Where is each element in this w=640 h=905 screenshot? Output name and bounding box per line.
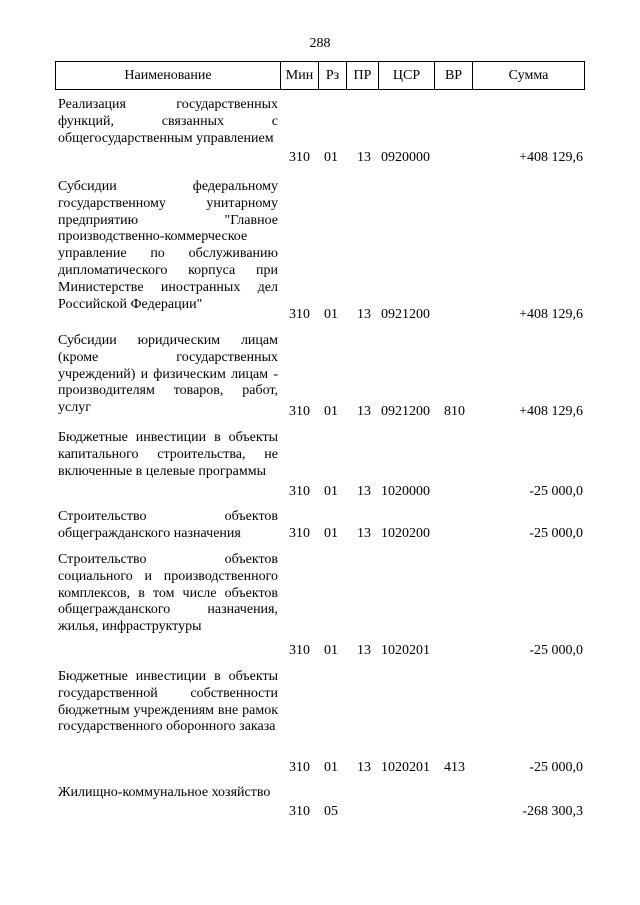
row-min: 310: [289, 804, 310, 820]
header-sum: Сумма: [508, 68, 549, 83]
header-name: Наименование: [56, 62, 281, 89]
row-sum: -25 000,0: [529, 643, 583, 659]
row-min: 310: [289, 526, 310, 542]
row-rz: 01: [324, 307, 338, 323]
table-row: [55, 552, 585, 660]
row-min: 310: [289, 307, 310, 323]
row-csr: 1020200: [381, 526, 430, 542]
row-csr: 0920000: [381, 150, 430, 166]
row-rz: 01: [324, 484, 338, 500]
row-min: 310: [289, 150, 310, 166]
header-vr: ВР: [435, 62, 473, 89]
row-min: 310: [289, 760, 310, 776]
row-rz: 01: [324, 760, 338, 776]
row-sum: -25 000,0: [529, 484, 583, 500]
row-name: Реализация государственных функций, связанных с общегосударственным управлением: [58, 97, 278, 146]
row-name: Жилищно-коммунальное хозяйство: [58, 785, 271, 800]
row-vr: 413: [444, 760, 465, 776]
row-csr: 0921200: [381, 307, 430, 323]
row-pr: 13: [357, 484, 371, 500]
row-sum: +408 129,6: [519, 150, 583, 166]
row-name: Строительство объектов общегражданского назначения: [58, 509, 278, 541]
header-min: Мин: [281, 62, 319, 89]
header-rz: Рз: [319, 62, 347, 89]
header-csr: ЦСР: [379, 62, 435, 89]
row-min: 310: [289, 404, 310, 420]
row-min: 310: [289, 643, 310, 659]
row-rz: 01: [324, 404, 338, 420]
row-pr: 13: [357, 404, 371, 420]
row-name: Субсидии юридическим лицам (кроме государственных учреждений) и физическим лицам - производителям товаров, работ, услуг: [58, 333, 278, 416]
row-sum: -25 000,0: [529, 526, 583, 542]
header-pr: ПР: [347, 62, 379, 89]
table-row: [55, 179, 585, 324]
table-row: [55, 97, 585, 167]
row-name: Субсидии федеральному государственному унитарному предприятию "Главное производственно-коммерческое управление по обслуживанию дипломатического корпуса при Министерстве иностранных дел Российской Федерации": [58, 179, 278, 312]
table-header: [55, 61, 585, 90]
row-pr: 13: [357, 643, 371, 659]
row-pr: 13: [357, 307, 371, 323]
row-sum: +408 129,6: [519, 307, 583, 323]
table-row: [55, 430, 585, 501]
table-row: [55, 509, 585, 543]
table-row: [55, 669, 585, 777]
row-sum: -268 300,3: [522, 804, 583, 820]
row-csr: 1020201: [381, 643, 430, 659]
page-number: 288: [309, 36, 331, 51]
row-pr: 13: [357, 526, 371, 542]
row-name: Бюджетные инвестиции в объекты капитального строительства, не включенные в целевые программы: [58, 430, 278, 479]
table-row: [55, 333, 585, 421]
row-rz: 01: [324, 150, 338, 166]
row-rz: 05: [324, 804, 338, 820]
table-row: [55, 785, 585, 821]
row-sum: -25 000,0: [529, 760, 583, 776]
row-sum: +408 129,6: [519, 404, 583, 420]
row-csr: 1020201: [381, 760, 430, 776]
row-name: Бюджетные инвестиции в объекты государственной собственности бюджетным учреждениям вне рамок государственного оборонного заказа: [58, 669, 278, 735]
row-rz: 01: [324, 643, 338, 659]
row-rz: 01: [324, 526, 338, 542]
row-name: Строительство объектов социального и производственного комплексов, в том числе объектов общегражданского назначения, жилья, инфраструктуры: [58, 552, 278, 635]
row-csr: 1020000: [381, 484, 430, 500]
row-pr: 13: [357, 760, 371, 776]
row-pr: 13: [357, 150, 371, 166]
row-csr: 0921200: [381, 404, 430, 420]
row-vr: 810: [444, 404, 465, 420]
row-min: 310: [289, 484, 310, 500]
